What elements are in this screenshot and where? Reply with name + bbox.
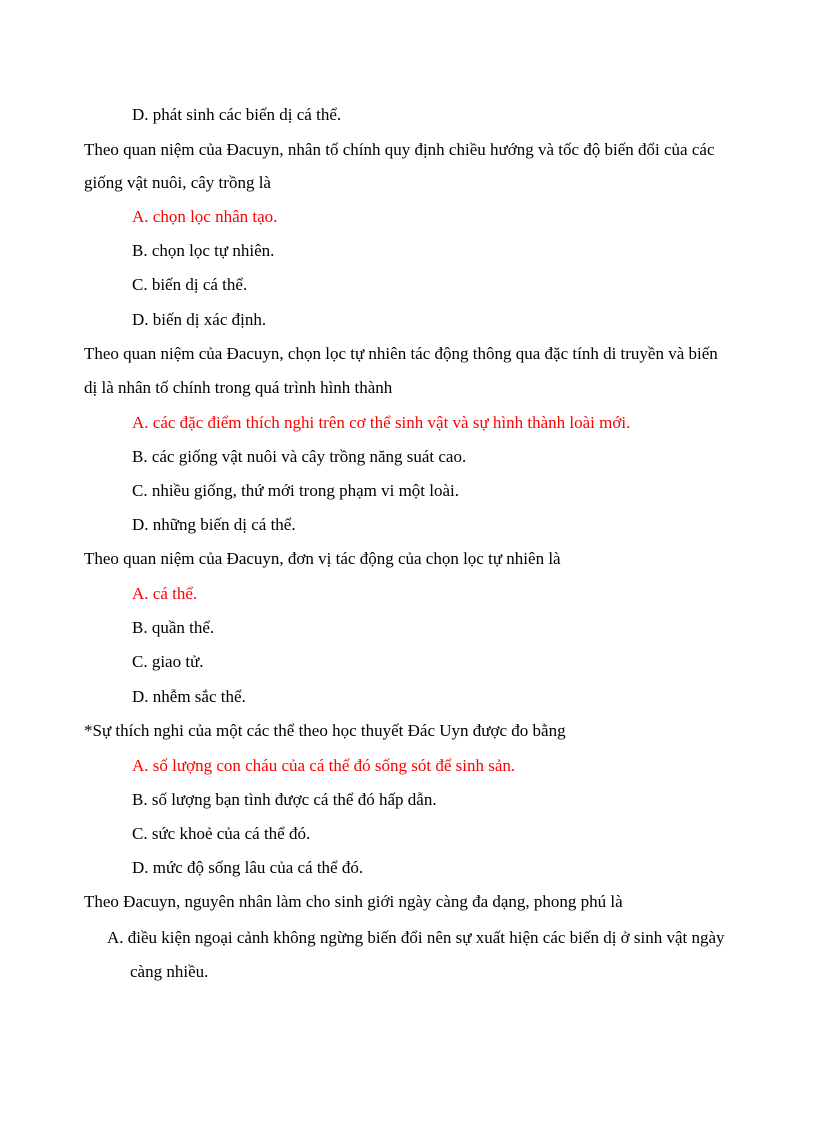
q2-option-c: C. nhiều giống, thứ mới trong phạm vi một loài. [132, 481, 460, 500]
q3-option-a-correct: A. cá thể. [132, 584, 198, 603]
q4-option-b: B. số lượng bạn tình được cá thể đó hấp dẫn. [132, 790, 437, 809]
q1-option-a-correct: A. chọn lọc nhân tạo. [132, 207, 278, 226]
q1-option-c: C. biến dị cá thể. [132, 275, 248, 294]
q0-option-d: D. phát sinh các biến dị cá thể. [132, 105, 342, 124]
q3-option-c: C. giao tử. [132, 652, 204, 671]
q4-stem: *Sự thích nghi của một các thể theo học thuyết Đác Uyn được đo bằng [84, 721, 566, 740]
q2-stem-line-1: Theo quan niệm của Đacuyn, chọn lọc tự nhiên tác động thông qua đặc tính di truyền và biến [84, 344, 718, 363]
q3-stem: Theo quan niệm của Đacuyn, đơn vị tác động của chọn lọc tự nhiên là [84, 549, 561, 568]
q2-option-a-correct: A. các đặc điểm thích nghi trên cơ thể sinh vật và sự hình thành loài mới. [132, 413, 631, 432]
q2-option-b: B. các giống vật nuôi và cây trồng năng suát cao. [132, 447, 467, 466]
q1-stem-line-2: giống vật nuôi, cây trồng là [84, 173, 271, 192]
q1-option-b: B. chọn lọc tự nhiên. [132, 241, 275, 260]
q1-stem-line-1: Theo quan niệm của Đacuyn, nhân tố chính quy định chiều hướng và tốc độ biến đổi của các [84, 140, 715, 159]
q3-option-b: B. quần thể. [132, 618, 215, 637]
q5-option-a-line-2: càng nhiều. [130, 962, 209, 981]
q4-option-d: D. mức độ sống lâu của cá thể đó. [132, 858, 364, 877]
q4-option-c: C. sức khoẻ của cá thể đó. [132, 824, 311, 843]
q5-stem: Theo Đacuyn, nguyên nhân làm cho sinh giới ngày càng đa dạng, phong phú là [84, 892, 623, 911]
q3-option-d: D. nhễm sắc thể. [132, 687, 246, 706]
q1-option-d: D. biến dị xác định. [132, 310, 267, 329]
q5-option-a-line-1: A. điều kiện ngoại cảnh không ngừng biến đổi nên sự xuất hiện các biến dị ở sinh vật ngày [107, 928, 725, 947]
q4-option-a-correct: A. số lượng con cháu của cá thể đó sống sót để sinh sản. [132, 756, 516, 775]
q2-stem-line-2: dị là nhân tố chính trong quá trình hình thành [84, 378, 393, 397]
q2-option-d: D. những biến dị cá thể. [132, 515, 296, 534]
